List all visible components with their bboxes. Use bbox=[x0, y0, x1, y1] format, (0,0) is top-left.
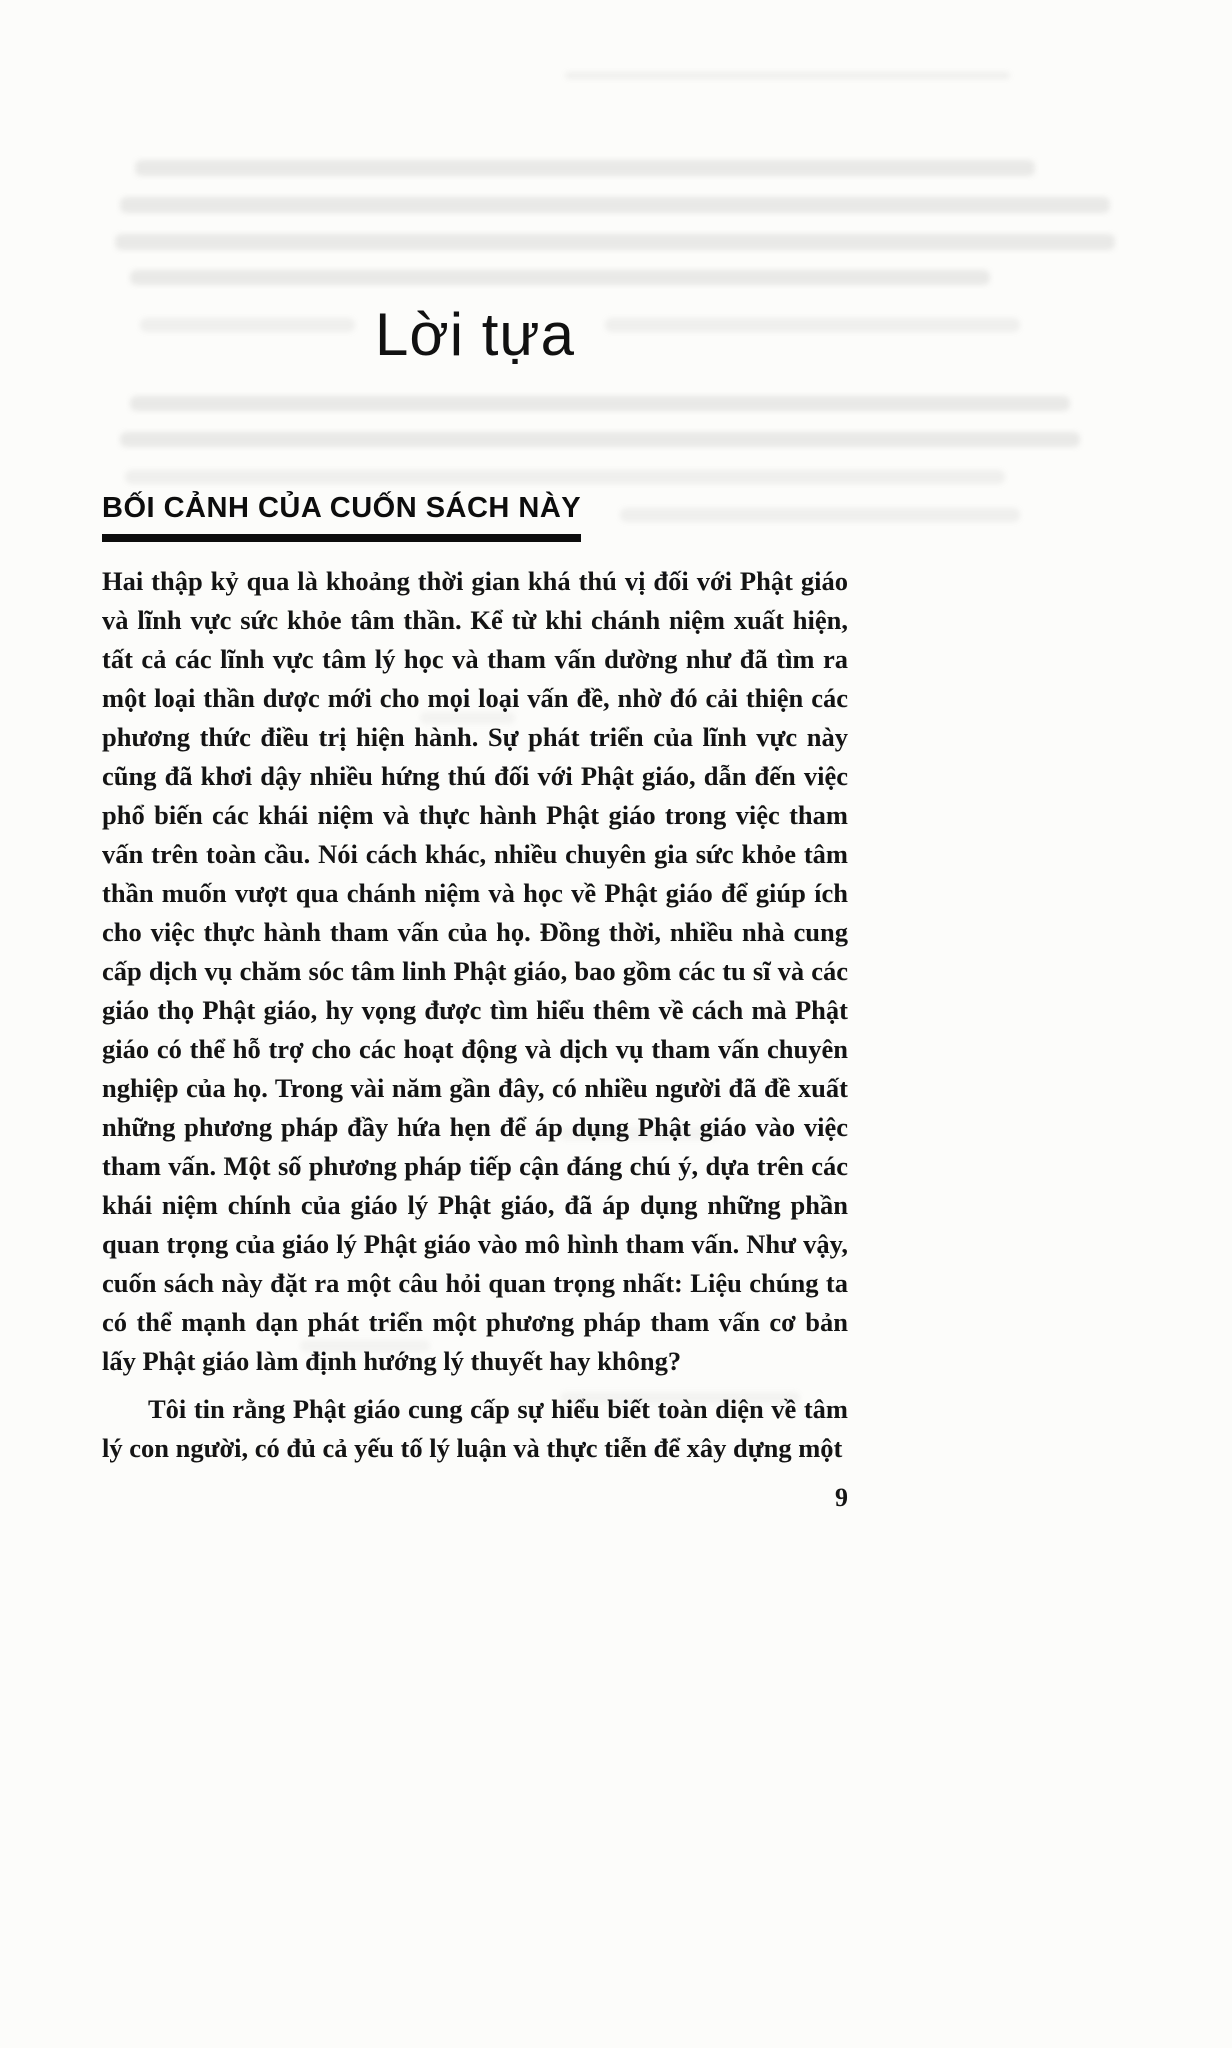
bleedthrough-line bbox=[130, 396, 1070, 411]
section-heading: BỐI CẢNH CỦA CUỐN SÁCH NÀY bbox=[102, 492, 581, 542]
paragraph: Tôi tin rằng Phật giáo cung cấp sự hiểu biết toàn diện về tâm lý con người, có đủ cả yếu tố lý luận và thực tiễn để xây dựng một bbox=[102, 1394, 848, 1463]
bleedthrough-line bbox=[565, 72, 1010, 79]
bleedthrough-line bbox=[120, 197, 1110, 213]
bleedthrough-line bbox=[130, 270, 990, 285]
body-text bbox=[102, 562, 848, 1468]
bleedthrough-line bbox=[115, 234, 1115, 250]
page-title: Lời tựa bbox=[375, 301, 575, 368]
bleedthrough-line bbox=[135, 160, 1035, 176]
paragraph: Hai thập kỷ qua là khoảng thời gian khá thú vị đối với Phật giáo và lĩnh vực sức khỏe tâm thần. Kể từ khi chánh niệm xuất hiện, tất cả các lĩnh vực tâm lý học và tham vấn dường như đã tìm ra một loại thần dược mới cho mọi loại vấn đề, nhờ đó cải thiện các phương thức điều trị hiện hành. Sự phát triển của lĩnh vực này cũng đã khơi dậy nhiều hứng thú đối với Phật giáo, dẫn đến việc phổ biến các khái niệm và thực hành Phật giáo trong việc tham vấn trên toàn cầu. Nói cách khác, nhiều chuyên gia sức khỏe tâm thần muốn vượt qua chánh niệm và học về Phật giáo để giúp ích cho việc thực hành tham vấn của họ. Đồng thời, nhiều nhà cung cấp dịch vụ chăm sóc tâm linh Phật giáo, bao gồm các tu sĩ và các giáo thọ Phật giáo, hy vọng được tìm hiểu thêm về cách mà Phật giáo có thể hỗ trợ cho các hoạt động và dịch vụ tham vấn chuyên nghiệp của họ. Trong vài năm gần đây, có nhiều người đã đề xuất những phương pháp đầy hứa hẹn để áp dụng Phật giáo vào việc tham vấn. Một số phương pháp tiếp cận đáng chú ý, dựa trên các khái niệm chính của giáo lý Phật giáo, đã áp dụng những phần quan trọng của giáo lý Phật giáo vào mô hình tham vấn. Như vậy, cuốn sách này đặt ra một câu hỏi quan trọng nhất: Liệu chúng ta có thể mạnh dạn phát triển một phương pháp tham vấn cơ bản lấy Phật giáo làm định hướng lý thuyết hay không? bbox=[102, 566, 848, 1376]
page-number: 9 bbox=[835, 1483, 848, 1512]
bleedthrough-line bbox=[120, 432, 1080, 447]
bleedthrough-line bbox=[125, 470, 1005, 484]
section-heading-wrap bbox=[102, 492, 848, 542]
